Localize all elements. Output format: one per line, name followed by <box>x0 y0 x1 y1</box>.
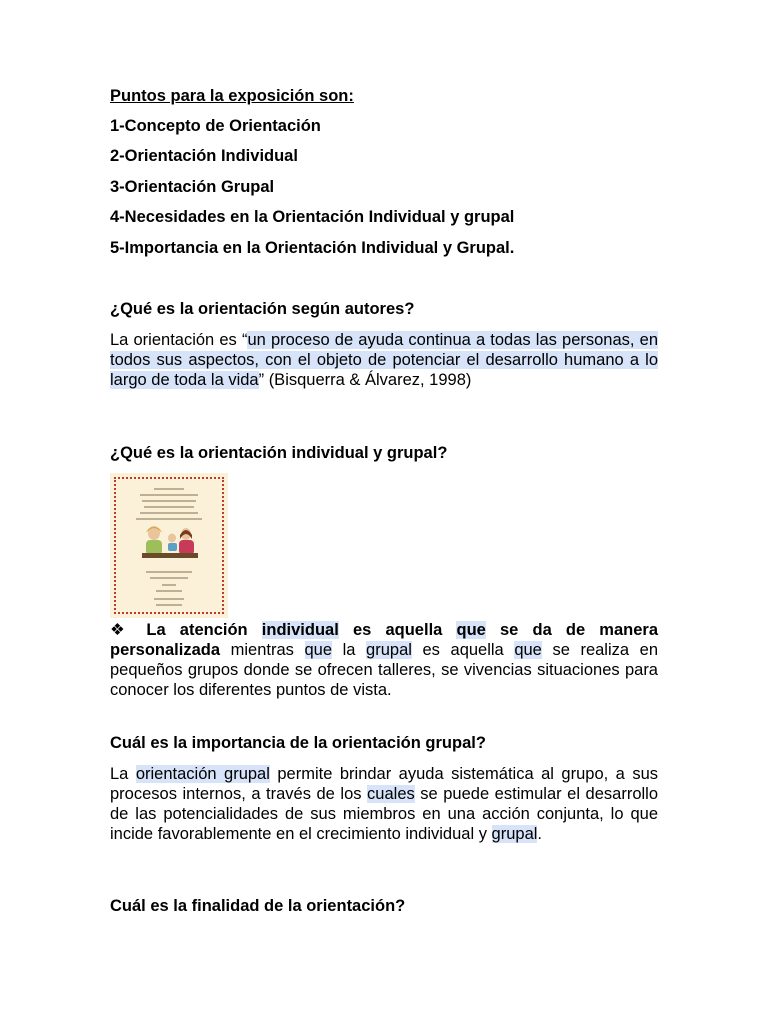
flyer-text-line <box>136 518 202 520</box>
flyer-image <box>110 473 228 618</box>
highlight-run: grupal <box>491 825 538 843</box>
highlight-run: un proceso de ayuda continua a todas las personas, en todos sus aspectos, con el objeto de potenciar el desarrollo humano a lo largo de toda la vida <box>110 331 659 389</box>
flyer-text-line <box>144 506 194 508</box>
paragraph-definition <box>110 330 658 390</box>
flyer-text-line <box>142 500 196 502</box>
flyer-text-line <box>162 584 176 586</box>
flyer-text-line <box>154 598 184 600</box>
paragraph-importancia <box>110 764 658 844</box>
text-run: mientras <box>220 641 305 659</box>
diamond-bullet-icon: ❖ <box>110 621 135 639</box>
points-title: Puntos para la exposición son: <box>110 87 354 105</box>
highlight-run: que <box>514 641 542 659</box>
text-run: se da de manera personalizada <box>110 621 659 659</box>
text-run: es aquella <box>411 641 515 659</box>
section-heading-finalidad: Cuál es la finalidad de la orientación? <box>110 897 406 915</box>
flyer-text-line <box>150 577 188 579</box>
flyer-text-line <box>140 512 198 514</box>
flyer-text-line <box>154 488 184 490</box>
flyer-text-line <box>140 494 198 496</box>
section-heading-importancia: Cuál es la importancia de la orientación grupal? <box>110 734 486 752</box>
paragraph-individual-grupal <box>110 620 658 700</box>
highlight-run: individual <box>261 621 339 639</box>
points-item: 3-Orientación Grupal <box>110 178 275 196</box>
text-run: La <box>110 765 136 783</box>
text-run: es aquella <box>338 621 457 639</box>
highlight-run: que <box>456 621 486 639</box>
highlight-run: que <box>304 641 333 659</box>
text-run: se realiza en pequeños grupos donde se ofrecen talleres, se vivencias situaciones para conocer los diferentes puntos de vista. <box>110 641 659 699</box>
highlight-run: grupal <box>366 641 412 659</box>
section-heading-autores: ¿Qué es la orientación según autores? <box>110 300 415 318</box>
text-run: se puede estimular el desarrollo de las potencialidades de sus miembros en una acción conjunta, lo que incide favorablemente en el crecimiento individual y <box>110 785 658 843</box>
points-item: 2-Orientación Individual <box>110 147 298 165</box>
flyer-text-line <box>156 604 182 606</box>
section-heading-individual-grupal: ¿Qué es la orientación individual y grupal? <box>110 444 448 462</box>
points-item: 1-Concepto de Orientación <box>110 117 321 135</box>
points-item: 4-Necesidades en la Orientación Individual y grupal <box>110 208 515 226</box>
flyer-text-line <box>156 590 182 592</box>
text-run: ” (Bisquerra & Álvarez, 1998) <box>258 371 472 389</box>
counseling-illustration <box>140 525 200 561</box>
text-run: la <box>332 641 367 659</box>
points-item: 5-Importancia en la Orientación Individual y Grupal. <box>110 239 515 257</box>
text-run: La atención <box>146 621 262 639</box>
flyer-text-line <box>146 571 192 573</box>
text-run: permite brindar ayuda sistemática al grupo, a sus procesos internos, a través de los <box>110 765 659 803</box>
text-run: . <box>537 825 543 843</box>
text-run: La orientación es “ <box>110 331 248 349</box>
highlight-run: cuales <box>367 785 415 803</box>
highlight-run: orientación grupal <box>135 765 270 783</box>
